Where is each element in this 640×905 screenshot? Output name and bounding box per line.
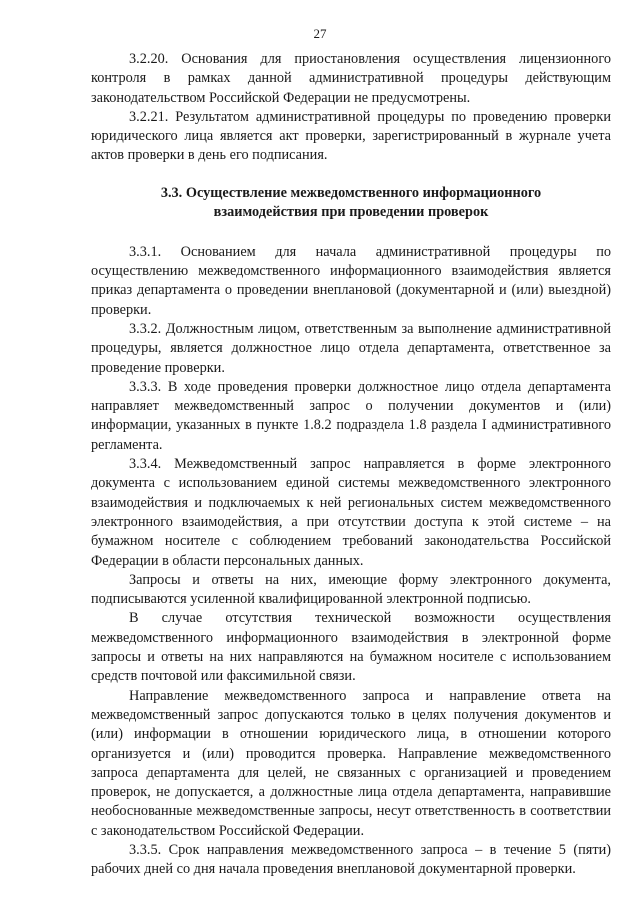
page-number: 27 (313, 26, 327, 41)
paragraph-3-3-5: 3.3.5. Срок направления межведомственного запроса – в течение 5 (пяти) рабочих дней со дня начала проведения внеплановой документарной проверки. (91, 841, 611, 878)
paragraph-3-2-20: 3.2.20. Основания для приостановления осуществления лицензионного контроля в рамках данной административной процедуры действующим законодательством Российской Федерации не предусмотрены. (91, 51, 611, 106)
paragraph-paper-requests: В случае отсутствия технической возможности осуществления межведомственного информационного взаимодействия в электронной форме запросы и ответы на них направляются на бумажном носителе с использованием средств почтовой или факсимильной связи. (91, 610, 611, 685)
paragraph-electronic-signature: Запросы и ответы на них, имеющие форму электронного документа, подписываются усиленной квалифицированной электронной подписью. (91, 571, 611, 608)
paragraph-3-3-4: 3.3.4. Межведомственный запрос направляется в форме электронного документа с использованием единой системы межведомственного электронного взаимодействия и подключаемых к ней региональных систем межведомственного электронного взаимодействия, а при отсутствии доступа к этой системе – на бумажном носителе с соблюдением требований законодательства Российской Федерации в области персональных данных. (91, 456, 611, 569)
paragraph-3-2-21: 3.2.21. Результатом административной процедуры по проведению проверки юридического лица является акт проверки, зарегистрированный в журнале учета актов проверки в день его подписания. (91, 108, 611, 164)
section-title (91, 184, 611, 223)
paragraph-3-3-2: 3.3.2. Должностным лицом, ответственным за выполнение административной процедуры, является должностное лицо отдела департамента, ответственное за проведение проверки. (91, 320, 611, 376)
paragraph-3-3-1: 3.3.1. Основанием для начала административной процедуры по осуществлению межведомственного информационного взаимодействия является приказ департамента о проведении внеплановой (документарной и (или) выездной) проверки. (91, 243, 611, 318)
section-title-line-1: 3.3. Осуществление межведомственного информационного (160, 184, 542, 201)
document-body (91, 50, 611, 880)
section-title-line-2: взаимодействия при проведении проверок (213, 204, 489, 221)
paragraph-3-3-3: 3.3.3. В ходе проведения проверки должностное лицо отдела департамента направляет межведомственный запрос о получении документов и (или) информации, указанных в пункте 1.8.2 подраздела 1.8 раздела I административного регламента. (91, 378, 611, 453)
paragraph-request-purpose: Направление межведомственного запроса и направление ответа на межведомственный запрос допускаются только в целях получения документов и (или) информации в отношении юридического лица, в отношении которого организуется и (или) проводится проверка. Направление межведомственного запроса департамента для целей, не связанных с организацией и проведением проверок, не допускается, а должностные лица отдела департамента, направившие необоснованные межведомственные запросы, несут ответственность в соответствии с законодательством Российской Федерации. (91, 687, 611, 839)
